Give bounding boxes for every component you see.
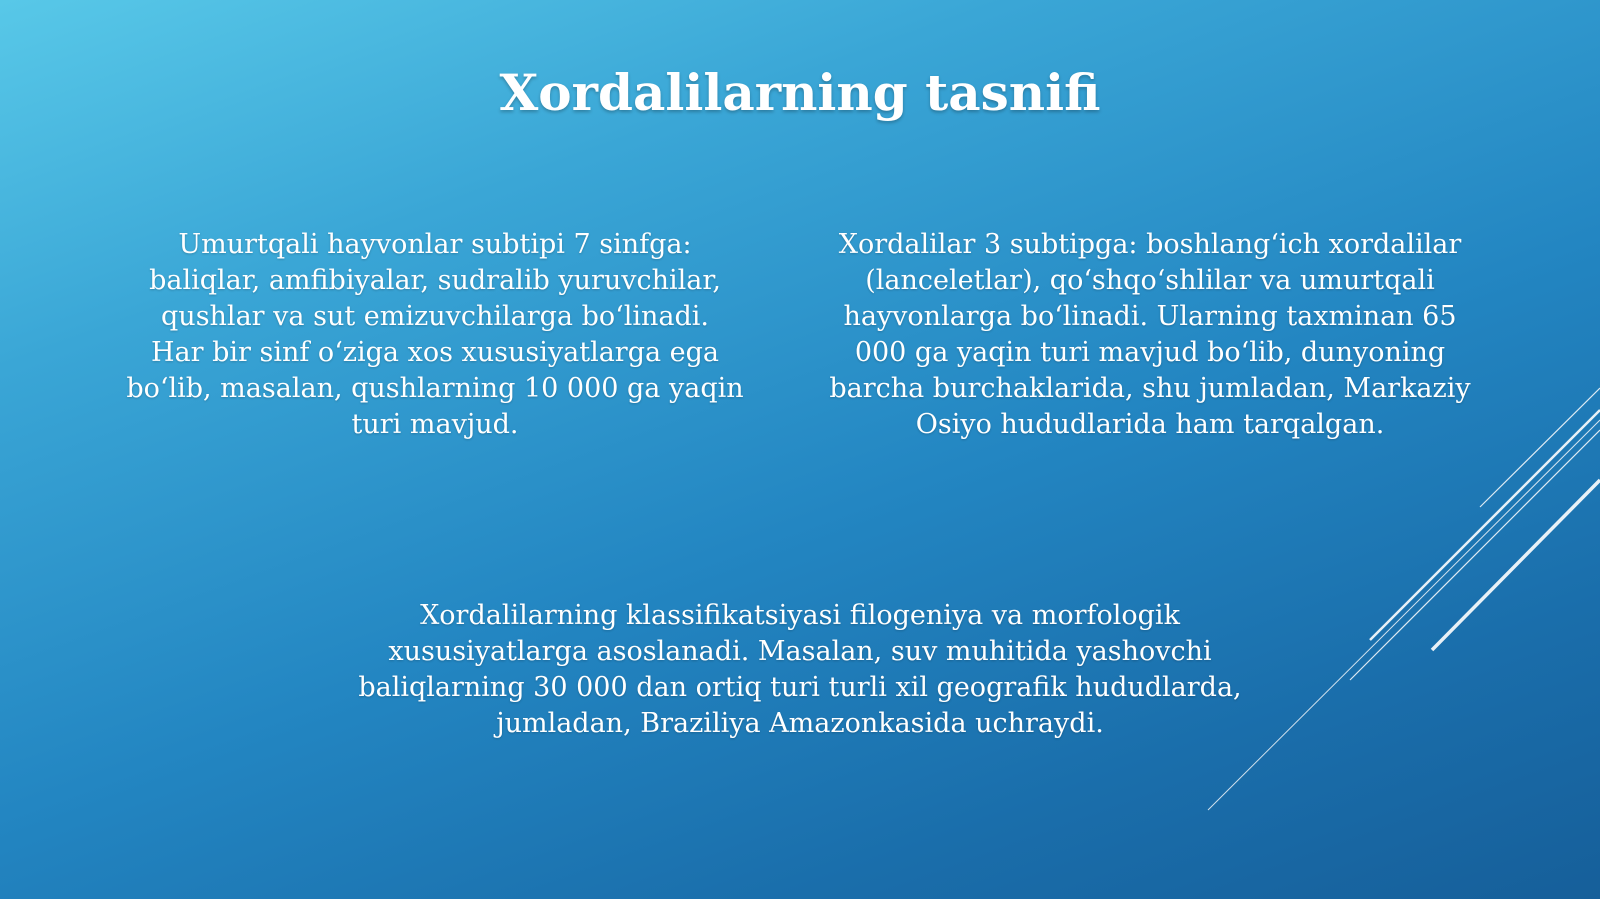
slide-title: Xordalilarning tasnifi — [499, 63, 1101, 122]
left-paragraph: Umurtqali hayvonlar subtipi 7 sinfga: baliqlar, amfibiyalar, sudralib yuruvchilar, qushlar va sut emizuvchilarga bo‘linadi. Har bir sinf o‘ziga xos xususiyatlarga ega bo‘lib, masalan, qushlarning 10 000 ga yaqin turi mavjud. — [126, 229, 744, 440]
right-paragraph: Xordalilar 3 subtipga: boshlang‘ich xordalilar (lanceletlar), qo‘shqo‘shlilar va umurtqali hayvonlarga bo‘linadi. Ularning taxminan 65 000 ga yaqin turi mavjud bo‘lib, dunyoning barcha burchaklarida, shu jumladan, Markaziy Osiyo hududlarida ham tarqalgan. — [829, 229, 1471, 440]
bottom-paragraph: Xordalilarning klassifikatsiyasi filogeniya va morfologik xususiyatlarga asoslanadi. Masalan, suv muhitida yashovchi baliqlarning 30 000 dan ortiq turi turli xil geografik hududlarda, jumladan, Braziliya Amazonkasida uchraydi. — [358, 600, 1242, 739]
